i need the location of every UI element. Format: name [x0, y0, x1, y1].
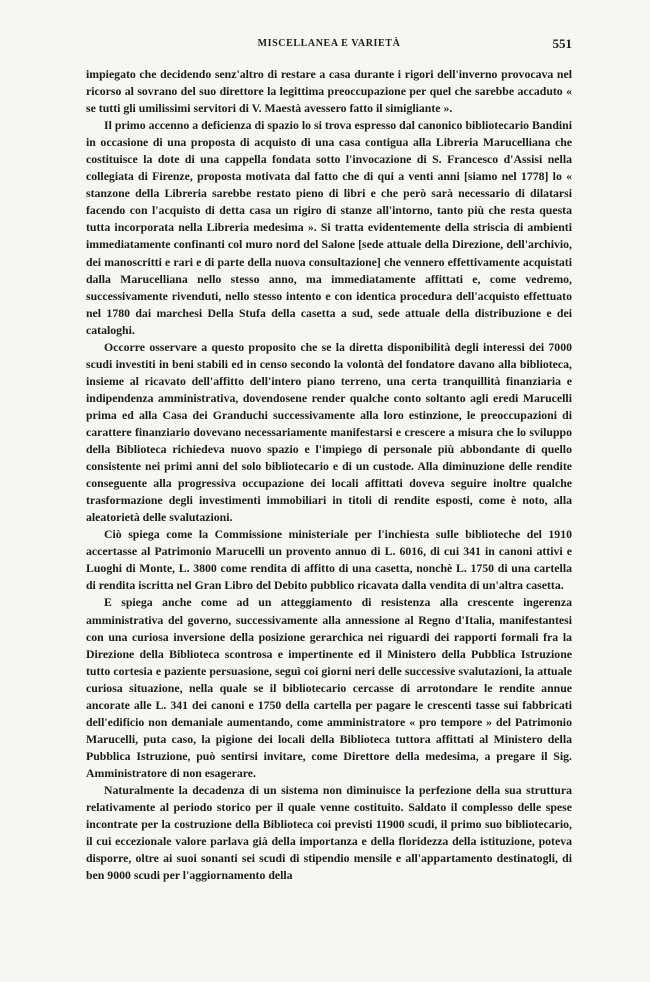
- paragraph: Naturalmente la decadenza di un sistema non diminuisce la perfezione della sua struttura relativamente al periodo storico per il quale venne costituito. Saldato il complesso delle spese incontrate per la costruzione della Biblioteca coi previsti 11900 scudi, il primo suo bibliotecario, il cui eccezionale valore parlava già della importanza e della floridezza della istituzione, poteva disporre, oltre ai suoi sonanti sei scudi di stipendio mensile e all'appartamento destinatogli, di ben 9000 scudi per l'aggiornamento della: [86, 782, 572, 883]
- paragraph: Il primo accenno a deficienza di spazio lo si trova espresso dal canonico bibliotecario Bandini in occasione di una proposta di acquisto di una casa contigua alla Libreria Marucelliana che costituisce la dote di una cappella fondata sotto l'invocazione di S. Francesco d'Assisi nella collegiata di Firenze, proposta motivata dal fatto che di qui a venti anni [siamo nel 1778] lo « stanzone della Libreria sarebbe restato pieno di libri e che però sarà necessario di dilatarsi facendo con l'acquisto di detta casa un rigiro di stanze all'intorno, tanto più che resta questa tutta incorporata nella Libreria medesima ». Si tratta evidentemente della striscia di ambienti immediatamente confinanti col muro nord del Salone [sede attuale della Direzione, dell'archivio, dei manoscritti e rari e di parte della nuova consultazione] che vennero effettivamente acquistati dalla Marucelliana nello stesso anno, ma immediatamente affittati e, come vedremo, successivamente rivenduti, nello stesso intento e con identica procedura dell'acquisto effettuato nel 1780 dai marchesi Della Stufa della casetta a sud, sede attuale della distribuzione e dei cataloghi.: [86, 118, 572, 337]
- running-header: [86, 38, 572, 54]
- paragraph: Occorre osservare a questo proposito che se la diretta disponibilità degli interessi dei 7000 scudi investiti in beni stabili ed in censo secondo la volontà del fondatore davano alla biblioteca, insieme al ricavato dell'affitto dell'intero piano terreno, una certa tranquillità finanziaria e indipendenza amministrativa, dovendosene render qualche conto soltanto agli eredi Marucelli prima ed alla Casa dei Granduchi successivamente alla loro estinzione, le preoccupazioni di carattere finanziario dovevano necessariamente manifestarsi e crescere a misura che lo sviluppo della Biblioteca richiedeva nuovo spazio e l'impiego di personale più abbondante di quello consistente nei primi anni del solo bibliotecario e di un custode. Alla diminuzione delle rendite conseguente alla progressiva occupazione dei locali affittati doveva seguire inoltre qualche trasformazione degli investimenti immobiliari in titoli di rendite esposti, come è noto, alla aleatorietà delle svalutazioni.: [86, 339, 572, 525]
- paragraph: E spiega anche come ad un atteggiamento di resistenza alla crescente ingerenza amministrativa del governo, successivamente alla annessione al Regno d'Italia, manifestantesi con una curiosa inversione della posizione gerarchica nei riguardi dei rapporti formali fra la Direzione della Biblioteca scontrosa e impertinente ed il Ministero della Pubblica Istruzione tutto cortesia e paziente persuasione, seguì coi giorni neri delle successive svalutazioni, la attuale curiosa situazione, nella quale se il bibliotecario cercasse di arrotondare le rendite annue ancorate alle L. 341 dei canoni e 1750 della cartella per pagare le crescenti tasse sui fabbricati dell'edificio non demaniale aumentando, come amministratore « pro tempore » del Patrimonio Marucelli, puta caso, la pigione dei locali della Biblioteca tuttora affittati al Ministero della Pubblica Istruzione, può sentirsi invitare, come Direttore della medesima, a pregare il Sig. Amministratore di non esagerare.: [86, 595, 572, 780]
- page-number: 551: [552, 36, 572, 51]
- paragraph: Ciò spiega come la Commissione ministeriale per l'inchiesta sulle biblioteche del 1910 accertasse al Patrimonio Marucelli un provento annuo di L. 6016, di cui 341 in canoni attivi e Luoghi di Monte, L. 3800 come rendita di affitto di una casetta, nonchè L. 1750 di una cartella di rendita iscritta nel Gran Libro del Debito pubblico ricavata dalla vendita di un'altra casetta.: [86, 527, 572, 593]
- body-text: [86, 66, 572, 884]
- running-title: MISCELLANEA E VARIETÀ: [257, 38, 401, 49]
- paragraph-continuation: impiegato che decidendo senz'altro di restare a casa durante i rigori dell'inverno provocava nel ricorso al sovrano del suo direttore la legittima preoccupazione per quel che sarebbe accaduto « se tutti gli umilissimi servitori di V. Maestà avessero fatto il simigliante ».: [86, 67, 572, 116]
